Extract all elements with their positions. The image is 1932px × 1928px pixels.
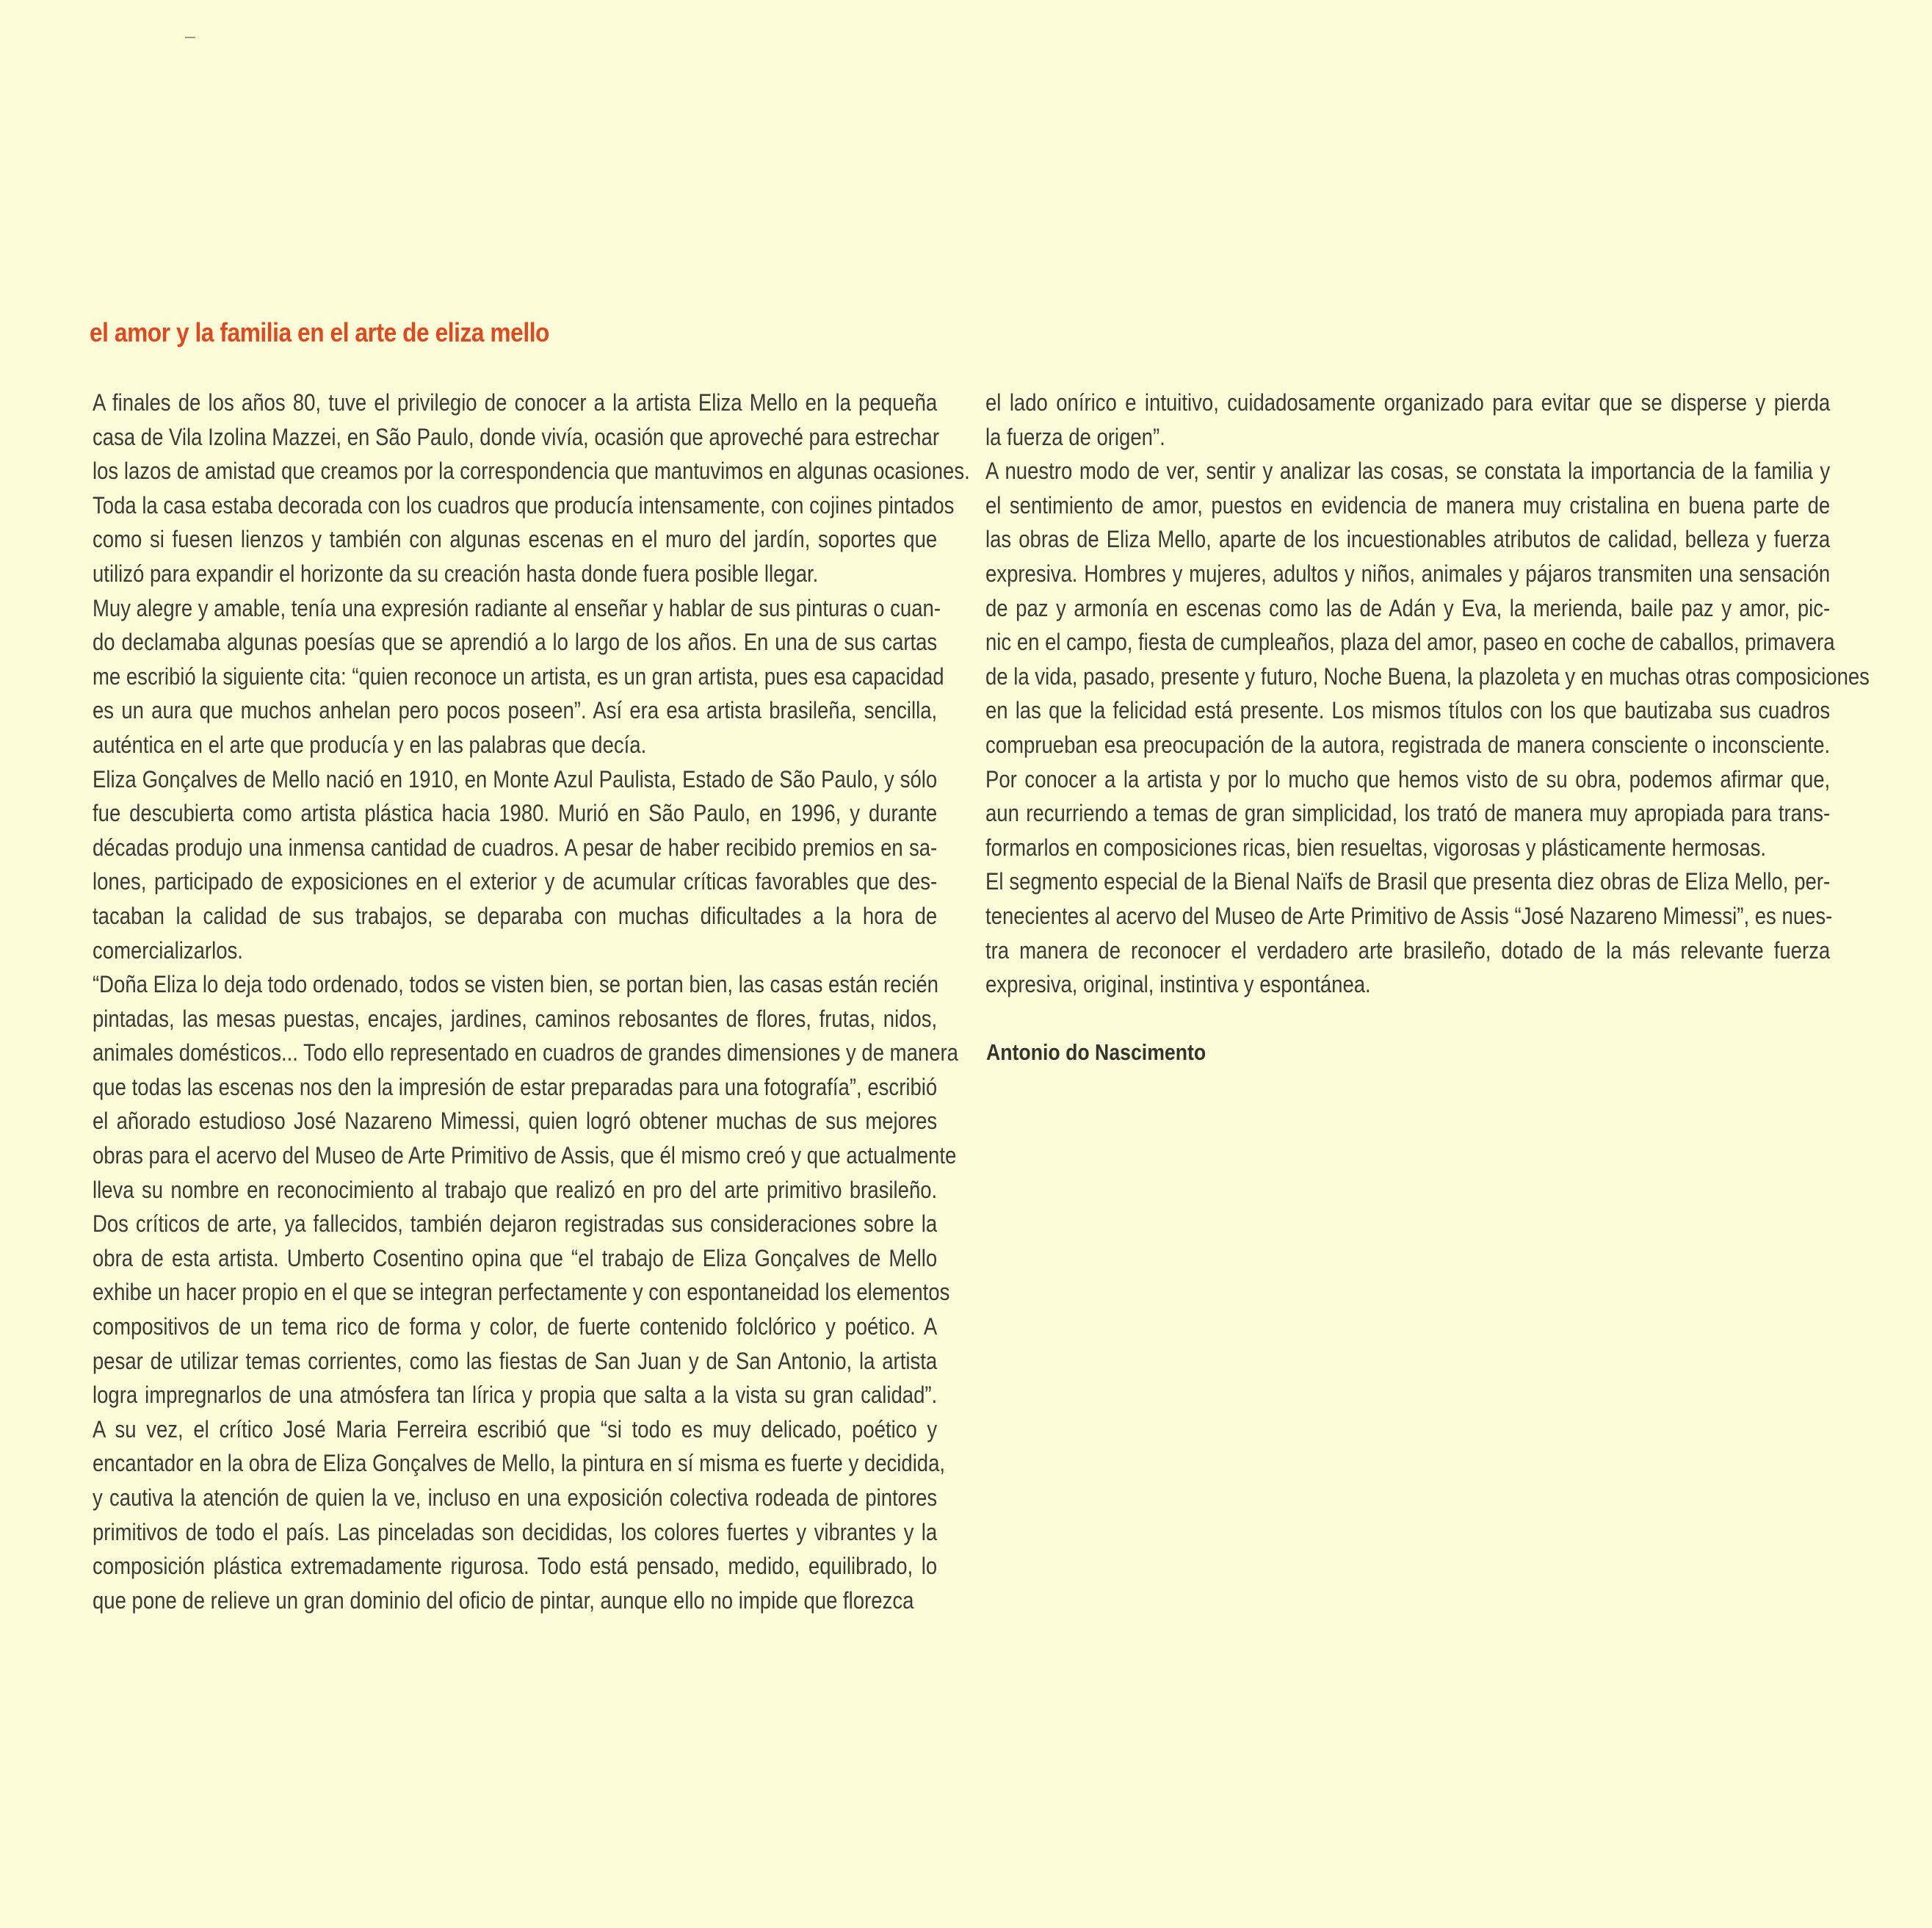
text-line-content: tra manera de reconocer el verdadero arte brasileño, dotado de la más relevante fuerza bbox=[985, 936, 1831, 964]
text-line-content: la fuerza de origen”. bbox=[985, 423, 1165, 450]
text-line bbox=[93, 454, 970, 488]
text-line-content: Dos críticos de arte, ya fallecidos, también dejaron registradas sus consideraciones sobre la bbox=[93, 1210, 938, 1238]
text-line-content: nic en el campo, fiesta de cumpleaños, plaza del amor, paseo en coche de caballos, primavera bbox=[985, 629, 1835, 656]
text-line bbox=[93, 1173, 937, 1207]
text-line-content: y cautiva la atención de quien la ve, incluso en una exposición colectiva rodeada de pintores bbox=[93, 1484, 938, 1511]
text-line bbox=[93, 1310, 937, 1344]
text-line-content: primitivos de todo el país. Las pinceladas son decididas, los colores fuertes y vibrantes y la bbox=[93, 1518, 938, 1545]
text-line bbox=[93, 420, 937, 455]
text-line bbox=[93, 1138, 957, 1173]
text-line bbox=[93, 728, 937, 762]
text-line-content: fue descubierta como artista plástica hacia 1980. Murió en São Paulo, en 1996, y durante bbox=[93, 800, 938, 827]
text-line bbox=[93, 967, 937, 1002]
text-line bbox=[985, 934, 1830, 968]
text-line-content: obras para el acervo del Museo de Arte Primitivo de Assis, que él mismo creó y que actualmente bbox=[93, 1142, 957, 1169]
text-line-content: El segmento especial de la Bienal Naïfs de Brasil que presenta diez obras de Eliza Mello, per- bbox=[985, 868, 1831, 895]
text-line bbox=[93, 899, 937, 934]
text-line bbox=[93, 1378, 937, 1412]
text-line-content: décadas produjo una inmensa cantidad de cuadros. A pesar de haber recibido premios en sa- bbox=[93, 834, 938, 861]
text-line-content: “Doña Eliza lo deja todo ordenado, todos se visten bien, se portan bien, las casas están recién bbox=[93, 971, 938, 998]
article-title: el amor y la familia en el arte de eliza mello bbox=[90, 317, 549, 347]
text-line bbox=[93, 831, 937, 865]
text-line bbox=[93, 557, 937, 591]
text-line-content: es un aura que muchos anhelan pero pocos poseen”. Así era esa artista brasileña, sencilla, bbox=[93, 697, 938, 724]
left-text-column bbox=[93, 386, 970, 1617]
text-line-content: compositivos de un tema rico de forma y color, de fuerte contenido folclórico y poético. A bbox=[93, 1313, 938, 1340]
text-line bbox=[985, 796, 1830, 831]
text-line bbox=[93, 934, 937, 968]
text-line bbox=[985, 967, 1830, 1002]
page-corner-mark bbox=[185, 37, 195, 38]
text-line bbox=[93, 625, 937, 660]
text-line-content: Eliza Gonçalves de Mello nació en 1910, en Monte Azul Paulista, Estado de São Paulo, y sólo bbox=[93, 765, 938, 792]
text-line-content: A su vez, el crítico José Maria Ferreira escribió que “si todo es muy delicado, poético y bbox=[93, 1415, 938, 1443]
text-line-content: formarlos en composiciones ricas, bien resueltas, vigorosas y plásticamente hermosas. bbox=[985, 834, 1767, 861]
text-line-content: el añorado estudioso José Nazareno Mimessi, quien logró obtener muchas de sus mejores bbox=[93, 1108, 938, 1135]
text-line bbox=[93, 488, 955, 523]
text-line bbox=[93, 1515, 937, 1550]
text-line bbox=[93, 1412, 937, 1447]
text-line bbox=[93, 1070, 937, 1105]
text-line bbox=[93, 762, 937, 797]
text-line-content: casa de Vila Izolina Mazzei, en São Paulo, donde vivía, ocasión que aproveché para estrechar bbox=[93, 423, 939, 450]
text-line bbox=[93, 1207, 937, 1241]
text-line-content: me escribió la siguiente cita: “quien reconoce un artista, es un gran artista, pues esa capacidad bbox=[93, 662, 944, 690]
text-line-content: encantador en la obra de Eliza Gonçalves de Mello, la pintura en sí misma es fuerte y decidida, bbox=[93, 1450, 946, 1477]
text-line bbox=[985, 762, 1830, 797]
text-line bbox=[93, 693, 937, 728]
text-line bbox=[985, 625, 1835, 660]
text-line bbox=[93, 1241, 937, 1276]
text-line bbox=[93, 1036, 958, 1070]
text-line-content: comercializarlos. bbox=[93, 936, 243, 964]
text-line-content: el lado onírico e intuitivo, cuidadosamente organizado para evitar que se disperse y pierda bbox=[985, 389, 1831, 416]
text-line bbox=[985, 591, 1830, 626]
text-line-content: exhibe un hacer propio en el que se integran perfectamente y con espontaneidad los elementos bbox=[93, 1279, 950, 1306]
text-line bbox=[93, 1002, 937, 1036]
text-line-content: tenecientes al acervo del Museo de Arte Primitivo de Assis “José Nazareno Mimessi”, es nues- bbox=[985, 902, 1833, 929]
text-line-content: comprueban esa preocupación de la autora, registrada de manera consciente o inconsciente. bbox=[985, 731, 1831, 758]
text-line-content: pintadas, las mesas puestas, encajes, jardines, caminos rebosantes de flores, frutas, nidos, bbox=[93, 1005, 938, 1032]
text-line-content: do declamaba algunas poesías que se aprendió a lo largo de los años. En una de sus cartas bbox=[93, 629, 938, 656]
author-signature: Antonio do Nascimento bbox=[986, 1039, 1206, 1065]
text-line-content: composición plástica extremadamente rigurosa. Todo está pensado, medido, equilibrado, lo bbox=[93, 1553, 938, 1580]
text-line-content: expresiva. Hombres y mujeres, adultos y niños, animales y pájaros transmiten una sensación bbox=[985, 560, 1831, 587]
text-line bbox=[93, 1446, 946, 1481]
text-line-content: logra impregnarlos de una atmósfera tan lírica y propia que salta a la vista su gran calidad”. bbox=[93, 1382, 938, 1409]
text-line bbox=[93, 864, 937, 899]
text-line bbox=[985, 660, 1870, 694]
text-line bbox=[93, 386, 937, 420]
text-line-content: las obras de Eliza Mello, aparte de los incuestionables atributos de calidad, belleza y fuerza bbox=[985, 526, 1831, 553]
text-line-content: animales domésticos... Todo ello representado en cuadros de grandes dimensiones y de manera bbox=[93, 1039, 958, 1066]
text-line bbox=[93, 1275, 950, 1310]
text-line bbox=[985, 864, 1830, 899]
text-line bbox=[985, 693, 1830, 728]
text-line-content: que todas las escenas nos den la impresión de estar preparadas para una fotografía”, escribió bbox=[93, 1073, 938, 1100]
text-line-content: el sentimiento de amor, puestos en evidencia de manera muy cristalina en buena parte de bbox=[985, 491, 1831, 519]
text-line-content: aun recurriendo a temas de gran simplicidad, los trató de manera muy apropiada para trans- bbox=[985, 800, 1831, 827]
text-line bbox=[985, 420, 1830, 455]
text-line-content: Toda la casa estaba decorada con los cuadros que producía intensamente, con cojines pintados bbox=[93, 491, 955, 519]
text-line-content: lones, participado de exposiciones en el exterior y de acumular críticas favorables que des- bbox=[93, 868, 938, 895]
text-line-content: A finales de los años 80, tuve el privilegio de conocer a la artista Eliza Mello en la pequeña bbox=[93, 389, 938, 416]
text-line-content: Por conocer a la artista y por lo mucho que hemos visto de su obra, podemos afirmar que, bbox=[985, 765, 1831, 792]
text-line-content: en las que la felicidad está presente. Los mismos títulos con los que bautizaba sus cuadros bbox=[985, 697, 1831, 724]
text-line bbox=[985, 899, 1833, 934]
text-line-content: como si fuesen lienzos y también con algunas escenas en el muro del jardín, soportes que bbox=[93, 526, 938, 553]
text-line-content: auténtica en el arte que producía y en las palabras que decía. bbox=[93, 731, 647, 758]
text-line bbox=[93, 1481, 937, 1515]
text-line-content: Muy alegre y amable, tenía una expresión radiante al enseñar y hablar de sus pinturas o cuan- bbox=[93, 594, 941, 621]
text-line-content: que pone de relieve un gran dominio del oficio de pintar, aunque ello no impide que florezca bbox=[93, 1586, 914, 1614]
text-line bbox=[93, 1104, 937, 1138]
text-line-content: los lazos de amistad que creamos por la correspondencia que mantuvimos en algunas ocasiones. bbox=[93, 458, 970, 485]
text-line-content: expresiva, original, instintiva y espontánea. bbox=[985, 971, 1371, 998]
text-line bbox=[985, 728, 1830, 762]
text-line bbox=[93, 522, 937, 557]
text-line bbox=[93, 796, 937, 831]
text-line bbox=[985, 454, 1830, 488]
text-line-content: de la vida, pasado, presente y futuro, Noche Buena, la plazoleta y en muchas otras composiciones bbox=[985, 662, 1870, 690]
text-line bbox=[93, 1584, 937, 1618]
text-line-content: pesar de utilizar temas corrientes, como las fiestas de San Juan y de San Antonio, la artista bbox=[93, 1347, 938, 1374]
text-line bbox=[985, 522, 1830, 557]
text-line-content: obra de esta artista. Umberto Cosentino opina que “el trabajo de Eliza Gonçalves de Mello bbox=[93, 1244, 938, 1271]
right-text-column bbox=[985, 386, 1870, 1002]
text-line bbox=[985, 831, 1830, 865]
text-line bbox=[985, 557, 1830, 591]
text-line-content: tacaban la calidad de sus trabajos, se deparaba con muchas dificultades a la hora de bbox=[93, 902, 938, 929]
text-line bbox=[985, 386, 1830, 420]
text-line-content: lleva su nombre en reconocimiento al trabajo que realizó en pro del arte primitivo brasileño. bbox=[93, 1176, 938, 1203]
text-line-content: A nuestro modo de ver, sentir y analizar las cosas, se constata la importancia de la familia y bbox=[985, 458, 1831, 485]
text-line bbox=[93, 660, 944, 694]
text-line-content: utilizó para expandir el horizonte da su creación hasta donde fuera posible llegar. bbox=[93, 560, 819, 587]
text-line bbox=[93, 591, 941, 626]
text-line bbox=[93, 1344, 937, 1379]
text-line bbox=[93, 1549, 937, 1584]
text-line-content: de paz y armonía en escenas como las de Adán y Eva, la merienda, baile paz y amor, pic- bbox=[985, 594, 1831, 621]
text-line bbox=[985, 488, 1830, 523]
